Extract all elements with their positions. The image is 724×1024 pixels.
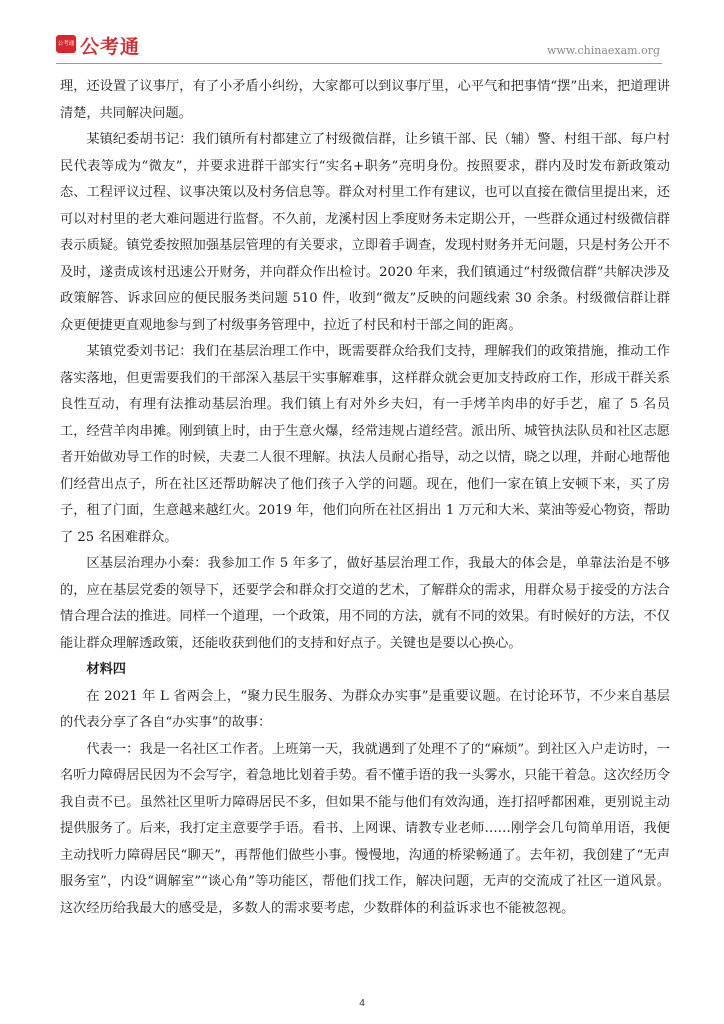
page-header [0,0,724,72]
brand-name: 公考通 [80,36,141,58]
paragraph-xiao-qin: 区基层治理办小秦：我参加工作 5 年多了，做好基层治理工作，我最大的体会是，单靠法治是不够的，应在基层党委的领导下，还要学会和群众打交道的艺术，了解群众的需求，用群众易于接受的方法合情合理合法的推进。同样一个道理，一个政策，用不同的方法，就有不同的效果。有时候好的方法，不仅能让群众理解透政策，还能收获到他们的支持和好点子。关键也是要以心换心。 [60,556,670,651]
paragraph-continuation: 理，还设置了议事厅，有了小矛盾小纠纷，大家都可以到议事厅里，心平气和把事情“摆”出来，把道理讲清楚，共同解决问题。 [60,79,670,121]
paragraph-hu-secretary: 某镇纪委胡书记：我们镇所有村都建立了村级微信群，让乡镇干部、民（辅）警、村组干部、每户村民代表等成为“微友”，并要求进群干部实行“实名+职务”亮明身份。按照要求，群内及时发布新政策动态、工程评议过程、议事决策以及村务信息等。群众对村里工作有建议，也可以直接在微信里提出来，还可以对村里的老大难问题进行监督。不久前，龙溪村因上季度财务未定期公开，一些群众通过村级微信群表示质疑。镇党委按照加强基层管理的有关要求，立即着手调查，发现村财务并无问题，只是村务公开不及时，遂责成该村迅速公开财务，并向群众作出检讨。2020 年来，我们镇通过“村级微信群”共解决涉及政策解答、诉求回应的便民服务类问题 510 件，收到“微友”反映的问题线索 30 余条。村级微信群让群众更便捷更直观地参与到了村级事务管理中，拉近了村民和村干部之间的距离。 [60,132,670,333]
site-url[interactable]: www.chinaexam.org [547,44,660,57]
logo-text: 公考通 [57,41,75,47]
section-heading: 材料四 [86,662,126,677]
header-divider [56,63,662,64]
paragraph-liu-secretary: 某镇党委刘书记：我们在基层治理工作中，既需要群众给我们支持，理解我们的政策措施，推动工作落实落地，但更需要我们的干部深入基层干实事解难事，这样群众就会更加支持政府工作，形成干群关系良性互动，有理有法推动基层治理。我们镇上有对外乡夫妇，有一手烤羊肉串的好手艺，雇了 5 名员工，经营羊肉串摊。刚到镇上时，由于生意火爆，经常违规占道经营。派出所、城管执法队员和社区志愿者开始做劝导工作的时候，夫妻二人很不理解。执法人员耐心指导，动之以情，晓之以理，并耐心地帮他们经营出点子，所在社区还帮助解决了他们孩子入学的问题。现在，他们一家在镇上安顿下来，买了房子，租了门面，生意越来越红火。2019 年，他们向所在社区捐出 1 万元和大米、菜油等爱心物资，帮助了 25 名困难群众。 [60,344,670,545]
logo-icon [56,35,76,53]
paragraph-representative-one: 代表一：我是一名社区工作者。上班第一天，我就遇到了处理不了的“麻烦”。到社区入户走访时，一名听力障碍居民因为不会写字，着急地比划着手势。看不懂手语的我一头雾水，只能干着急。这次经历令我自责不已。虽然社区里听力障碍居民不多，但如果不能与他们有效沟通，连打招呼都困难，更别说主动提供服务了。后来，我打定主意要学手语。看书、上网课、请教专业老师……刚学会几句简单用语，我便主动找听力障碍居民“聊天”，再帮他们做些小事。慢慢地，沟通的桥梁畅通了。去年初，我创建了“无声服务室”，内设“调解室”“谈心角”等功能区，帮他们找工作，解决问题，无声的交流成了社区一道风景。这次经历给我最大的感受是，多数人的需求要考虑，少数群体的利益诉求也不能被忽视。 [60,741,670,916]
paragraph-material-four-intro: 在 2021 年 L 省两会上，“聚力民生服务、为群众办实事”是重要议题。在讨论环节，不少来自基层的代表分享了各自“办实事”的故事： [60,688,670,730]
page-number: 4 [359,998,365,1009]
document-body [60,74,670,922]
